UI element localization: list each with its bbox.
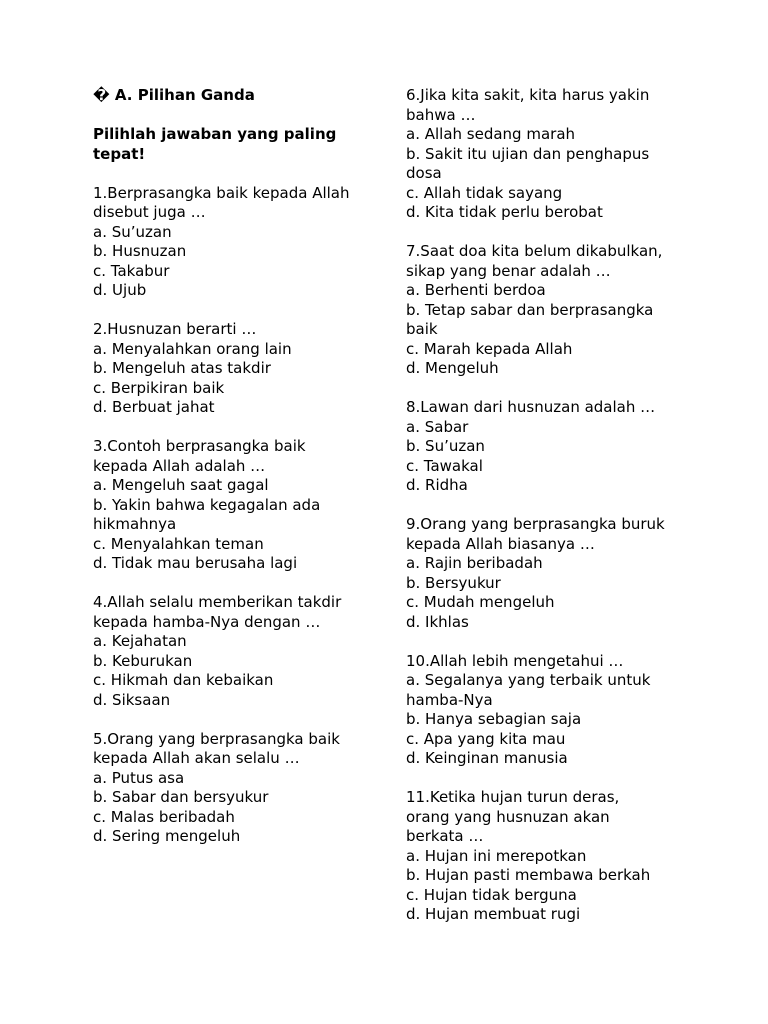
question-block <box>93 730 383 847</box>
answer-option: c. Berpikiran baik <box>93 378 225 397</box>
spacer <box>93 164 383 184</box>
spacer <box>406 632 706 652</box>
question-text: 4.Allah selalu memberikan takdir <box>93 593 342 611</box>
answer-option: d. Ujub <box>93 281 147 299</box>
answer-option: d. Ridha <box>406 476 468 494</box>
answer-option: hamba-Nya <box>406 690 493 709</box>
question-text: orang yang husnuzan akan <box>406 807 610 826</box>
answer-option: c. Mudah mengeluh <box>406 593 555 611</box>
question-text: kepada Allah adalah … <box>93 456 266 475</box>
question-block <box>93 184 383 301</box>
answer-option: a. Putus asa <box>93 768 185 787</box>
answer-option: d. Hujan membuat rugi <box>406 905 581 923</box>
question-text: kepada Allah akan selalu … <box>93 749 300 767</box>
answer-option: a. Segalanya yang terbaik untuk <box>406 671 651 689</box>
answer-option: dosa <box>406 164 442 182</box>
question-text: 10.Allah lebih mengetahui … <box>406 651 624 670</box>
spacer <box>93 106 383 126</box>
answer-option: b. Husnuzan <box>93 242 187 260</box>
instruction: tepat! <box>93 144 146 163</box>
answer-option: d. Siksaan <box>93 690 171 709</box>
answer-option: hikmahnya <box>93 515 177 533</box>
question-text: 8.Lawan dari husnuzan adalah … <box>406 398 656 416</box>
answer-option: b. Bersyukur <box>406 573 501 592</box>
spacer <box>93 301 383 321</box>
answer-option: a. Rajin beribadah <box>406 554 543 572</box>
answer-option: c. Hikmah dan kebaikan <box>93 671 274 689</box>
answer-option: b. Su’uzan <box>406 437 485 455</box>
answer-option: c. Marah kepada Allah <box>406 339 573 358</box>
question-list <box>406 86 706 925</box>
answer-option: a. Mengeluh saat gagal <box>93 476 269 494</box>
answer-option: d. Tidak mau berusaha lagi <box>93 554 298 572</box>
spacer <box>406 496 706 516</box>
question-list <box>93 184 383 847</box>
answer-option: c. Hujan tidak berguna <box>406 885 577 904</box>
answer-option: c. Takabur <box>93 261 170 280</box>
spacer <box>406 769 706 789</box>
answer-option: a. Su’uzan <box>93 222 172 241</box>
question-block <box>406 652 706 769</box>
spacer <box>93 574 383 594</box>
answer-option: a. Allah sedang marah <box>406 125 576 143</box>
right-column <box>406 86 706 925</box>
question-block <box>406 242 706 379</box>
answer-option: d. Sering mengeluh <box>93 827 241 845</box>
answer-option: b. Yakin bahwa kegagalan ada <box>93 495 321 514</box>
answer-option: b. Sabar dan bersyukur <box>93 788 269 806</box>
answer-option: c. Tawakal <box>406 456 483 475</box>
answer-option: d. Keinginan manusia <box>406 749 568 767</box>
instruction: Pilihlah jawaban yang paling <box>93 125 337 143</box>
question-text: 7.Saat doa kita belum dikabulkan, <box>406 242 663 260</box>
answer-option: a. Kejahatan <box>93 632 187 650</box>
question-text: 1.Berprasangka baik kepada Allah <box>93 183 350 202</box>
answer-option: b. Hujan pasti membawa berkah <box>406 866 651 884</box>
question-text: kepada Allah biasanya … <box>406 534 595 553</box>
question-text: berkata … <box>406 827 484 845</box>
answer-option: b. Mengeluh atas takdir <box>93 359 271 377</box>
spacer <box>406 223 706 243</box>
question-block <box>93 437 383 574</box>
question-text: 2.Husnuzan berarti … <box>93 320 257 338</box>
answer-option: d. Kita tidak perlu berobat <box>406 203 603 221</box>
question-text: kepada hamba-Nya dengan … <box>93 612 321 631</box>
section-heading: � A. Pilihan Ganda <box>93 86 255 104</box>
answer-option: b. Sakit itu ujian dan penghapus <box>406 144 650 163</box>
answer-option: a. Menyalahkan orang lain <box>93 339 292 358</box>
question-text: 9.Orang yang berprasangka buruk <box>406 515 665 533</box>
question-text: 5.Orang yang berprasangka baik <box>93 729 340 748</box>
answer-option: d. Mengeluh <box>406 359 499 377</box>
answer-option: a. Hujan ini merepotkan <box>406 846 587 865</box>
question-text: 3.Contoh berprasangka baik <box>93 437 306 455</box>
question-block <box>93 320 383 418</box>
spacer <box>93 710 383 730</box>
answer-option: b. Hanya sebagian saja <box>406 710 582 728</box>
answer-option: c. Apa yang kita mau <box>406 729 566 748</box>
question-text: 11.Ketika hujan turun deras, <box>406 788 620 806</box>
question-block <box>406 86 706 223</box>
spacer <box>93 418 383 438</box>
spacer <box>406 379 706 399</box>
question-text: disebut juga … <box>93 203 206 221</box>
answer-option: d. Ikhlas <box>406 612 469 631</box>
answer-option: c. Allah tidak sayang <box>406 183 563 202</box>
question-text: 6.Jika kita sakit, kita harus yakin <box>406 86 650 104</box>
answer-option: baik <box>406 320 438 338</box>
answer-option: c. Malas beribadah <box>93 807 235 826</box>
question-text: sikap yang benar adalah … <box>406 261 611 280</box>
question-text: bahwa … <box>406 105 476 124</box>
answer-option: b. Keburukan <box>93 651 193 670</box>
question-block <box>406 788 706 925</box>
answer-option: a. Sabar <box>406 417 469 436</box>
answer-option: d. Berbuat jahat <box>93 398 215 416</box>
question-block <box>93 593 383 710</box>
answer-option: b. Tetap sabar dan berprasangka <box>406 300 654 319</box>
question-block <box>406 398 706 496</box>
question-block <box>406 515 706 632</box>
answer-option: c. Menyalahkan teman <box>93 534 264 553</box>
left-column <box>93 86 383 847</box>
answer-option: a. Berhenti berdoa <box>406 281 546 299</box>
